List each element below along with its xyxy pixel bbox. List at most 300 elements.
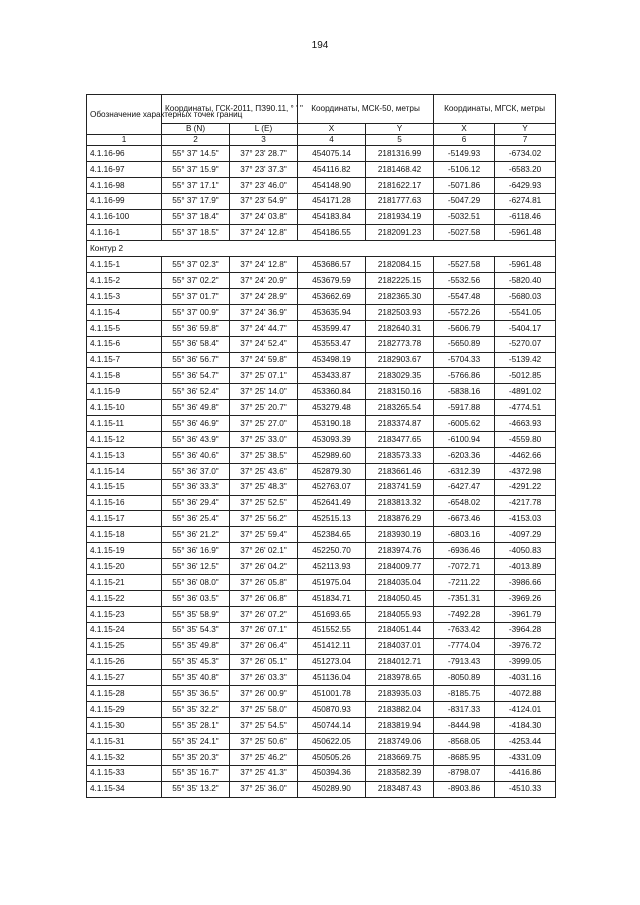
mgsk-y: -4331.09 [495,749,556,765]
point-id: 4.1.15-21 [87,575,162,591]
longitude-l: 37° 26' 04.2" [230,559,298,575]
column-number: 7 [495,135,556,146]
mgsk-x: -5149.93 [434,146,495,162]
msk-y: 2184012.71 [366,654,434,670]
table-row [87,193,556,209]
longitude-l: 37° 24' 59.8" [230,352,298,368]
longitude-l: 37° 25' 27.0" [230,416,298,432]
mgsk-x: -5032.51 [434,209,495,225]
mgsk-y: -4774.51 [495,400,556,416]
mgsk-x: -5917.88 [434,400,495,416]
point-id: 4.1.15-13 [87,447,162,463]
latitude-b: 55° 36' 46.9" [162,416,230,432]
msk-y: 2183930.19 [366,527,434,543]
column-number: 2 [162,135,230,146]
point-id: 4.1.16-99 [87,193,162,209]
msk-x: 454186.55 [298,225,366,241]
mgsk-x: -6936.46 [434,543,495,559]
latitude-b: 55° 36' 33.3" [162,479,230,495]
latitude-b: 55° 37' 01.7" [162,289,230,305]
header-msk-coordinates: Координаты, МСК-50, метры [298,95,434,124]
point-id: 4.1.15-29 [87,702,162,718]
msk-x: 450744.14 [298,718,366,734]
mgsk-x: -6005.62 [434,416,495,432]
msk-y: 2183265.54 [366,400,434,416]
mgsk-x: -5071.86 [434,177,495,193]
point-id: 4.1.15-26 [87,654,162,670]
table-row [87,543,556,559]
mgsk-y: -3986.66 [495,575,556,591]
msk-x: 453553.47 [298,336,366,352]
latitude-b: 55° 37' 00.9" [162,304,230,320]
mgsk-y: -6734.02 [495,146,556,162]
table-row [87,527,556,543]
mgsk-y: -4462.66 [495,447,556,463]
mgsk-y: -4891.02 [495,384,556,400]
msk-x: 453433.87 [298,368,366,384]
point-id: 4.1.15-27 [87,670,162,686]
longitude-l: 37° 26' 00.9" [230,686,298,702]
latitude-b: 55° 36' 29.4" [162,495,230,511]
point-id: 4.1.15-1 [87,257,162,273]
msk-y: 2182640.31 [366,320,434,336]
msk-y: 2181777.63 [366,193,434,209]
longitude-l: 37° 24' 12.8" [230,257,298,273]
mgsk-y: -3964.28 [495,622,556,638]
longitude-l: 37° 24' 03.8" [230,209,298,225]
msk-x: 454148.90 [298,177,366,193]
longitude-l: 37° 25' 38.5" [230,447,298,463]
msk-x: 450394.36 [298,765,366,781]
longitude-l: 37° 25' 07.1" [230,368,298,384]
msk-y: 2183882.04 [366,702,434,718]
mgsk-x: -8050.89 [434,670,495,686]
column-number: 5 [366,135,434,146]
point-id: 4.1.15-28 [87,686,162,702]
msk-x: 452763.07 [298,479,366,495]
longitude-l: 37° 23' 54.9" [230,193,298,209]
table-row [87,400,556,416]
latitude-b: 55° 37' 18.4" [162,209,230,225]
table-row [87,749,556,765]
msk-x: 453360.84 [298,384,366,400]
longitude-l: 37° 26' 07.1" [230,622,298,638]
msk-y: 2183669.75 [366,749,434,765]
point-id: 4.1.15-17 [87,511,162,527]
latitude-b: 55° 36' 59.8" [162,320,230,336]
point-id: 4.1.15-8 [87,368,162,384]
mgsk-y: -4510.33 [495,781,556,797]
point-id: 4.1.15-23 [87,606,162,622]
mgsk-x: -8798.07 [434,765,495,781]
table-row [87,416,556,432]
point-id: 4.1.15-32 [87,749,162,765]
latitude-b: 55° 36' 58.4" [162,336,230,352]
mgsk-x: -5547.48 [434,289,495,305]
mgsk-y: -5961.48 [495,257,556,273]
longitude-l: 37° 26' 07.2" [230,606,298,622]
mgsk-y: -4416.86 [495,765,556,781]
point-id: 4.1.15-4 [87,304,162,320]
longitude-l: 37° 25' 54.5" [230,718,298,734]
mgsk-y: -4124.01 [495,702,556,718]
latitude-b: 55° 35' 45.3" [162,654,230,670]
msk-x: 454171.28 [298,193,366,209]
point-id: 4.1.16-96 [87,146,162,162]
table-row [87,686,556,702]
msk-y: 2183819.94 [366,718,434,734]
latitude-b: 55° 35' 20.3" [162,749,230,765]
latitude-b: 55° 37' 17.1" [162,177,230,193]
longitude-l: 37° 24' 52.4" [230,336,298,352]
point-id: 4.1.15-30 [87,718,162,734]
longitude-l: 37° 25' 36.0" [230,781,298,797]
mgsk-x: -7633.42 [434,622,495,638]
msk-y: 2182084.15 [366,257,434,273]
table-row [87,733,556,749]
point-id: 4.1.15-25 [87,638,162,654]
mgsk-x: -6673.46 [434,511,495,527]
point-id: 4.1.15-3 [87,289,162,305]
msk-y: 2184035.04 [366,575,434,591]
latitude-b: 55° 36' 37.0" [162,463,230,479]
table-header-row [87,95,556,124]
msk-x: 451552.55 [298,622,366,638]
latitude-b: 55° 35' 36.5" [162,686,230,702]
point-id: 4.1.15-2 [87,273,162,289]
point-id: 4.1.15-24 [87,622,162,638]
msk-y: 2182903.67 [366,352,434,368]
msk-x: 453679.59 [298,273,366,289]
longitude-l: 37° 25' 59.4" [230,527,298,543]
msk-x: 452515.13 [298,511,366,527]
point-id: 4.1.16-100 [87,209,162,225]
longitude-l: 37° 25' 48.3" [230,479,298,495]
msk-y: 2181468.42 [366,161,434,177]
point-id: 4.1.15-10 [87,400,162,416]
mgsk-y: -5012.85 [495,368,556,384]
msk-x: 453635.94 [298,304,366,320]
point-id: 4.1.15-11 [87,416,162,432]
point-id: 4.1.15-6 [87,336,162,352]
mgsk-x: -5650.89 [434,336,495,352]
mgsk-x: -5532.56 [434,273,495,289]
table-row [87,336,556,352]
latitude-b: 55° 36' 52.4" [162,384,230,400]
table-row [87,447,556,463]
section-label: Контур 2 [87,241,556,257]
table-row [87,765,556,781]
point-id: 4.1.15-22 [87,590,162,606]
mgsk-y: -5541.05 [495,304,556,320]
mgsk-y: -6429.93 [495,177,556,193]
msk-x: 453599.47 [298,320,366,336]
table-row [87,352,556,368]
point-id: 4.1.15-18 [87,527,162,543]
msk-x: 453279.48 [298,400,366,416]
msk-x: 451136.04 [298,670,366,686]
mgsk-y: -5961.48 [495,225,556,241]
mgsk-y: -5680.03 [495,289,556,305]
mgsk-x: -6100.94 [434,432,495,448]
table-row [87,511,556,527]
longitude-l: 37° 25' 58.0" [230,702,298,718]
mgsk-x: -7492.28 [434,606,495,622]
msk-y: 2184050.45 [366,590,434,606]
table-row [87,161,556,177]
point-id: 4.1.15-16 [87,495,162,511]
msk-y: 2183974.76 [366,543,434,559]
msk-y: 2184051.44 [366,622,434,638]
longitude-l: 37° 26' 02.1" [230,543,298,559]
header-msk-x: X [298,124,366,135]
latitude-b: 55° 35' 13.2" [162,781,230,797]
msk-y: 2183741.59 [366,479,434,495]
msk-x: 451001.78 [298,686,366,702]
table-row [87,384,556,400]
mgsk-x: -8185.75 [434,686,495,702]
mgsk-y: -6118.46 [495,209,556,225]
latitude-b: 55° 36' 43.9" [162,432,230,448]
mgsk-y: -3961.79 [495,606,556,622]
msk-y: 2184037.01 [366,638,434,654]
mgsk-x: -7913.43 [434,654,495,670]
point-id: 4.1.15-12 [87,432,162,448]
msk-x: 452250.70 [298,543,366,559]
msk-y: 2183582.39 [366,765,434,781]
latitude-b: 55° 36' 54.7" [162,368,230,384]
msk-y: 2183573.33 [366,447,434,463]
mgsk-y: -4559.80 [495,432,556,448]
mgsk-y: -6274.81 [495,193,556,209]
msk-y: 2182091.23 [366,225,434,241]
mgsk-x: -7351.31 [434,590,495,606]
mgsk-x: -6427.47 [434,479,495,495]
msk-x: 453662.69 [298,289,366,305]
latitude-b: 55° 37' 17.9" [162,193,230,209]
msk-x: 452384.65 [298,527,366,543]
mgsk-y: -4663.93 [495,416,556,432]
column-number: 3 [230,135,298,146]
mgsk-x: -8444.98 [434,718,495,734]
longitude-l: 37° 24' 20.9" [230,273,298,289]
header-point-designation: Обозначение характерных точек границ [87,95,162,135]
latitude-b: 55° 35' 28.1" [162,718,230,734]
longitude-l: 37° 23' 46.0" [230,177,298,193]
msk-y: 2183749.06 [366,733,434,749]
mgsk-y: -4153.03 [495,511,556,527]
msk-x: 453498.19 [298,352,366,368]
mgsk-x: -8903.86 [434,781,495,797]
msk-x: 452879.30 [298,463,366,479]
longitude-l: 37° 26' 06.4" [230,638,298,654]
latitude-b: 55° 36' 03.5" [162,590,230,606]
longitude-l: 37° 23' 28.7" [230,146,298,162]
longitude-l: 37° 25' 52.5" [230,495,298,511]
coordinates-table [86,94,556,798]
header-mgsk-x: X [434,124,495,135]
header-l: L (E) [230,124,298,135]
msk-x: 454183.84 [298,209,366,225]
longitude-l: 37° 25' 14.0" [230,384,298,400]
latitude-b: 55° 36' 56.7" [162,352,230,368]
mgsk-x: -6203.36 [434,447,495,463]
msk-y: 2183374.87 [366,416,434,432]
msk-y: 2183813.32 [366,495,434,511]
point-id: 4.1.15-9 [87,384,162,400]
mgsk-x: -6803.16 [434,527,495,543]
header-mgsk-y: Y [495,124,556,135]
mgsk-y: -4372.98 [495,463,556,479]
mgsk-x: -7072.71 [434,559,495,575]
page-number: 194 [311,40,329,51]
longitude-l: 37° 25' 56.2" [230,511,298,527]
msk-y: 2182773.78 [366,336,434,352]
latitude-b: 55° 36' 21.2" [162,527,230,543]
table-row [87,432,556,448]
latitude-b: 55° 36' 12.5" [162,559,230,575]
mgsk-x: -7774.04 [434,638,495,654]
mgsk-x: -5606.79 [434,320,495,336]
latitude-b: 55° 37' 02.2" [162,273,230,289]
msk-y: 2182225.15 [366,273,434,289]
table-row [87,225,556,241]
mgsk-y: -5404.17 [495,320,556,336]
mgsk-y: -4031.16 [495,670,556,686]
table-row [87,495,556,511]
header-b: B (N) [162,124,230,135]
point-id: 4.1.15-34 [87,781,162,797]
mgsk-x: -6548.02 [434,495,495,511]
column-number: 4 [298,135,366,146]
msk-y: 2184009.77 [366,559,434,575]
mgsk-y: -4097.29 [495,527,556,543]
msk-y: 2183661.46 [366,463,434,479]
longitude-l: 37° 25' 41.3" [230,765,298,781]
msk-y: 2183978.65 [366,670,434,686]
latitude-b: 55° 36' 40.6" [162,447,230,463]
point-id: 4.1.15-7 [87,352,162,368]
point-id: 4.1.16-98 [87,177,162,193]
msk-x: 450622.05 [298,733,366,749]
longitude-l: 37° 26' 03.3" [230,670,298,686]
msk-y: 2182503.93 [366,304,434,320]
msk-y: 2183935.03 [366,686,434,702]
msk-x: 451273.04 [298,654,366,670]
msk-x: 451693.65 [298,606,366,622]
table-row [87,463,556,479]
mgsk-x: -5106.12 [434,161,495,177]
table-row [87,781,556,797]
mgsk-x: -5572.26 [434,304,495,320]
point-id: 4.1.16-1 [87,225,162,241]
msk-y: 2182365.30 [366,289,434,305]
msk-x: 450505.26 [298,749,366,765]
mgsk-y: -3999.05 [495,654,556,670]
msk-x: 450289.90 [298,781,366,797]
msk-x: 454116.82 [298,161,366,177]
section-contour [87,241,556,257]
msk-x: 452113.93 [298,559,366,575]
table-row [87,368,556,384]
point-id: 4.1.15-31 [87,733,162,749]
table-row [87,718,556,734]
point-id: 4.1.15-14 [87,463,162,479]
header-mgsk-coordinates: Координаты, МГСК, метры [434,95,556,124]
point-id: 4.1.15-15 [87,479,162,495]
mgsk-x: -5047.29 [434,193,495,209]
msk-y: 2184055.93 [366,606,434,622]
msk-x: 454075.14 [298,146,366,162]
table-row [87,177,556,193]
mgsk-x: -5766.86 [434,368,495,384]
mgsk-y: -4184.30 [495,718,556,734]
mgsk-y: -4013.89 [495,559,556,575]
table-row [87,257,556,273]
table-row [87,606,556,622]
msk-y: 2183876.29 [366,511,434,527]
latitude-b: 55° 36' 08.0" [162,575,230,591]
point-id: 4.1.15-20 [87,559,162,575]
longitude-l: 37° 25' 20.7" [230,400,298,416]
table-body-top [87,146,556,241]
longitude-l: 37° 25' 33.0" [230,432,298,448]
msk-y: 2181622.17 [366,177,434,193]
latitude-b: 55° 37' 14.5" [162,146,230,162]
mgsk-y: -3969.26 [495,590,556,606]
msk-x: 452989.60 [298,447,366,463]
longitude-l: 37° 26' 05.8" [230,575,298,591]
msk-x: 453093.39 [298,432,366,448]
mgsk-x: -8568.05 [434,733,495,749]
longitude-l: 37° 26' 05.1" [230,654,298,670]
msk-y: 2183487.43 [366,781,434,797]
msk-y: 2181934.19 [366,209,434,225]
table-row [87,670,556,686]
mgsk-y: -4050.83 [495,543,556,559]
msk-x: 451412.11 [298,638,366,654]
longitude-l: 37° 24' 36.9" [230,304,298,320]
longitude-l: 37° 24' 44.7" [230,320,298,336]
mgsk-x: -5838.16 [434,384,495,400]
mgsk-x: -7211.22 [434,575,495,591]
longitude-l: 37° 23' 37.3" [230,161,298,177]
longitude-l: 37° 25' 46.2" [230,749,298,765]
point-id: 4.1.15-19 [87,543,162,559]
mgsk-x: -8685.95 [434,749,495,765]
latitude-b: 55° 37' 15.9" [162,161,230,177]
latitude-b: 55° 35' 40.8" [162,670,230,686]
mgsk-y: -6583.20 [495,161,556,177]
table-row [87,590,556,606]
latitude-b: 55° 35' 24.1" [162,733,230,749]
table-row [87,146,556,162]
mgsk-y: -4291.22 [495,479,556,495]
table-body-bottom [87,257,556,797]
header-msk-y: Y [366,124,434,135]
latitude-b: 55° 37' 18.5" [162,225,230,241]
mgsk-y: -4217.78 [495,495,556,511]
latitude-b: 55° 35' 49.8" [162,638,230,654]
point-id: 4.1.15-5 [87,320,162,336]
section-row [87,241,556,257]
point-id: 4.1.16-97 [87,161,162,177]
header-gsk-coordinates: Координаты, ГСК-2011, ПЗ90.11, ° ' " [162,95,298,124]
table-row [87,289,556,305]
mgsk-y: -4253.44 [495,733,556,749]
msk-y: 2181316.99 [366,146,434,162]
table-row [87,209,556,225]
